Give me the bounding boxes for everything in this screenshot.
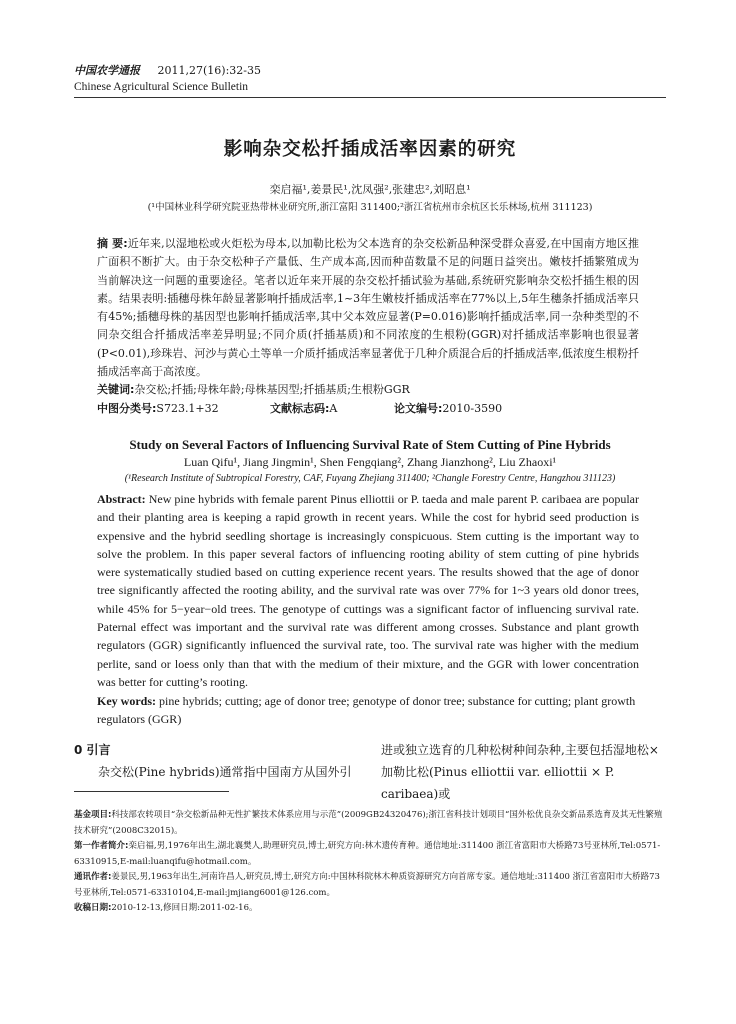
dates-text: 2010-12-13,修回日期:2011-02-16。: [111, 903, 258, 913]
fund-label: 基金项目:: [74, 810, 112, 820]
clc-number: [97, 400, 219, 418]
authors-cn: 栾启福¹,姜景民¹,沈凤强²,张建忠²,刘昭息¹: [269, 183, 471, 196]
doc-label: 文献标志码:: [270, 402, 330, 415]
footnote-corresponding: [74, 870, 666, 901]
first-author-label: 第一作者简介:: [74, 841, 129, 851]
abstract-cn-text: 近年来,以湿地松或火炬松为母本,以加勒比松为父本选育的杂交松新品种深受群众喜爱,在中国南方地区推广面积不断扩大。由于杂交松种子产量低、生产成本高,因而种苗数量不足的问题日益突出。嫩枝扦插繁殖成为当前解决这一问题的重要途径。笔者以近年来开展的杂交松扦插试验为基础,系统研究影响杂交松扦插生根的因素。结果表明:插穗母株年龄显著影响扦插成活率,1~3年生嫩枝扦插成活率在77%以上,5年生穗条扦插成活率只有45%;插穗母株的基因型也影响扦插成活率,其中父本效应显著(P=0.016)影响扦插成活率,同一杂种类型的不同杂交组合扦插成活率差异明显;不同介质(扦插基质)和不同浓度的生根粉(GGR)对扦插成活率影响也很显著(P<0.01),珍珠岩、河沙与黄心土等单一介质扦插成活率显著优于几种介质混合后的扦插成活率,低浓度生根粉扦插成活率高于高浓度。: [97, 237, 639, 379]
section-heading: 0 引言: [74, 743, 111, 757]
paper-value: 2010-3590: [442, 402, 503, 415]
abstract-en: [97, 490, 639, 691]
fund-text: 科技部农转项目“杂交松新品种无性扩繁技术体系应用与示范”(2009GB24320476);浙江省科技计划项目“国外松优良杂交新品系选育及其无性繁殖技术研究”(2008C32015)。: [74, 810, 663, 836]
keywords-en-label: Key words:: [97, 694, 156, 708]
authors-en: Luan Qifu¹, Jiang Jingmin¹, Shen Fengqiang², Zhang Jianzhong², Liu Zhaoxi¹: [183, 455, 557, 469]
clc-value: S723.1+32: [156, 402, 219, 415]
footnote-dates: [74, 901, 666, 917]
journal-header: [74, 63, 261, 95]
paper-label: 论文编号:: [394, 402, 443, 415]
journal-name-cn: 中国农学通报: [74, 64, 140, 77]
keywords-en-text: pine hybrids; cutting; age of donor tree; genotype of donor tree; substance for cutting; plant growth regulators (GGR): [97, 694, 636, 727]
keywords-cn-label: 关键词:: [97, 383, 135, 396]
footnote-first-author: [74, 839, 666, 870]
affiliation-cn: (¹中国林业科学研究院亚热带林业研究所,浙江富阳 311400;²浙江省杭州市余杭区长乐林场,杭州 311123): [147, 202, 593, 213]
corresponding-label: 通讯作者:: [74, 872, 112, 882]
keywords-cn: [97, 381, 639, 399]
body-column-right: [381, 739, 665, 805]
footnote-fund: [74, 808, 666, 839]
abstract-cn: [97, 235, 639, 381]
abstract-en-text: New pine hybrids with female parent Pinus elliottii or P. taeda and male parent P. caribaea are popular and their planting area is keeping a rapid growth in recent years. While the cost for hybrid seed production is expensive and the hybrid seedling shortage is increasingly conspicuous. Stem cutting is the important way to solve the problem. In this paper several factors of influencing rooting ability of stem cutting of pine hybrids were systematically studied based on cutting experience recent years. The results showed that the age of donor tree significantly affected the rooting ability, and the survival rate was over 77% for 1~3 years old donor trees, while 45% for 5−year−old trees. The genotype of cuttings was a significant factor of influencing survival rate. Paternal effect was important and the survival rate was different among crosses. Substance and plant growth regulators (GGR) significantly influenced the survival rate, too. The survival rate was higher with the medium perlite, sand or loess only than that with the medium of their mixture, and the GGR with lower concentration was better for cutting’s rooting.: [97, 492, 639, 689]
clc-label: 中图分类号:: [97, 402, 157, 415]
keywords-cn-text: 杂交松;扦插;母株年龄;母株基因型;扦插基质;生根粉GGR: [134, 383, 410, 396]
abstract-cn-label: 摘 要:: [97, 237, 128, 250]
affiliation-en: (¹Research Institute of Subtropical Forestry, CAF, Fuyang Zhejiang 311400; ²Changle Forestry Centre, Hangzhou 311123): [124, 473, 616, 484]
dates-label: 收稿日期:: [74, 903, 112, 913]
document-code: [270, 400, 337, 418]
footnotes: [74, 808, 666, 917]
journal-issue: 2011,27(16):32-35: [157, 64, 261, 77]
body-text-right: 进或独立选育的几种松树种间杂种,主要包括湿地松×加勒比松(Pinus elliottii var. elliottii × P. caribaea)或: [381, 743, 659, 801]
paper-title-en: Study on Several Factors of Influencing Survival Rate of Stem Cutting of Pine Hybrids: [129, 437, 611, 452]
corresponding-text: 姜景民,男,1963年出生,河南许昌人,研究员,博士,研究方向:中国林科院林木种质资源研究方向首席专家。通信地址:311400 浙江省富阳市大桥路73号亚林所,Tel:0571-63310104,E-mail:jmjiang6001@126.com。: [74, 872, 660, 898]
abstract-en-label: Abstract:: [97, 492, 146, 506]
paper-number: [394, 400, 502, 418]
first-author-text: 栾启福,男,1976年出生,湖北襄樊人,助理研究员,博士,研究方向:林木遗传育种。通信地址:311400 浙江省富阳市大桥路73号亚林所,Tel:0571-63310915,E-mail:luanqifu@hotmail.com。: [74, 841, 661, 867]
body-column-left: [74, 739, 356, 783]
body-text-left: 杂交松(Pine hybrids)通常指中国南方从国外引: [98, 765, 352, 779]
doc-value: A: [329, 402, 338, 415]
paper-title-cn: 影响杂交松扦插成活率因素的研究: [223, 139, 517, 160]
footnote-rule: [74, 791, 229, 792]
header-rule: [74, 97, 666, 98]
keywords-en: [97, 692, 639, 729]
journal-name-en: Chinese Agricultural Science Bulletin: [74, 81, 249, 93]
